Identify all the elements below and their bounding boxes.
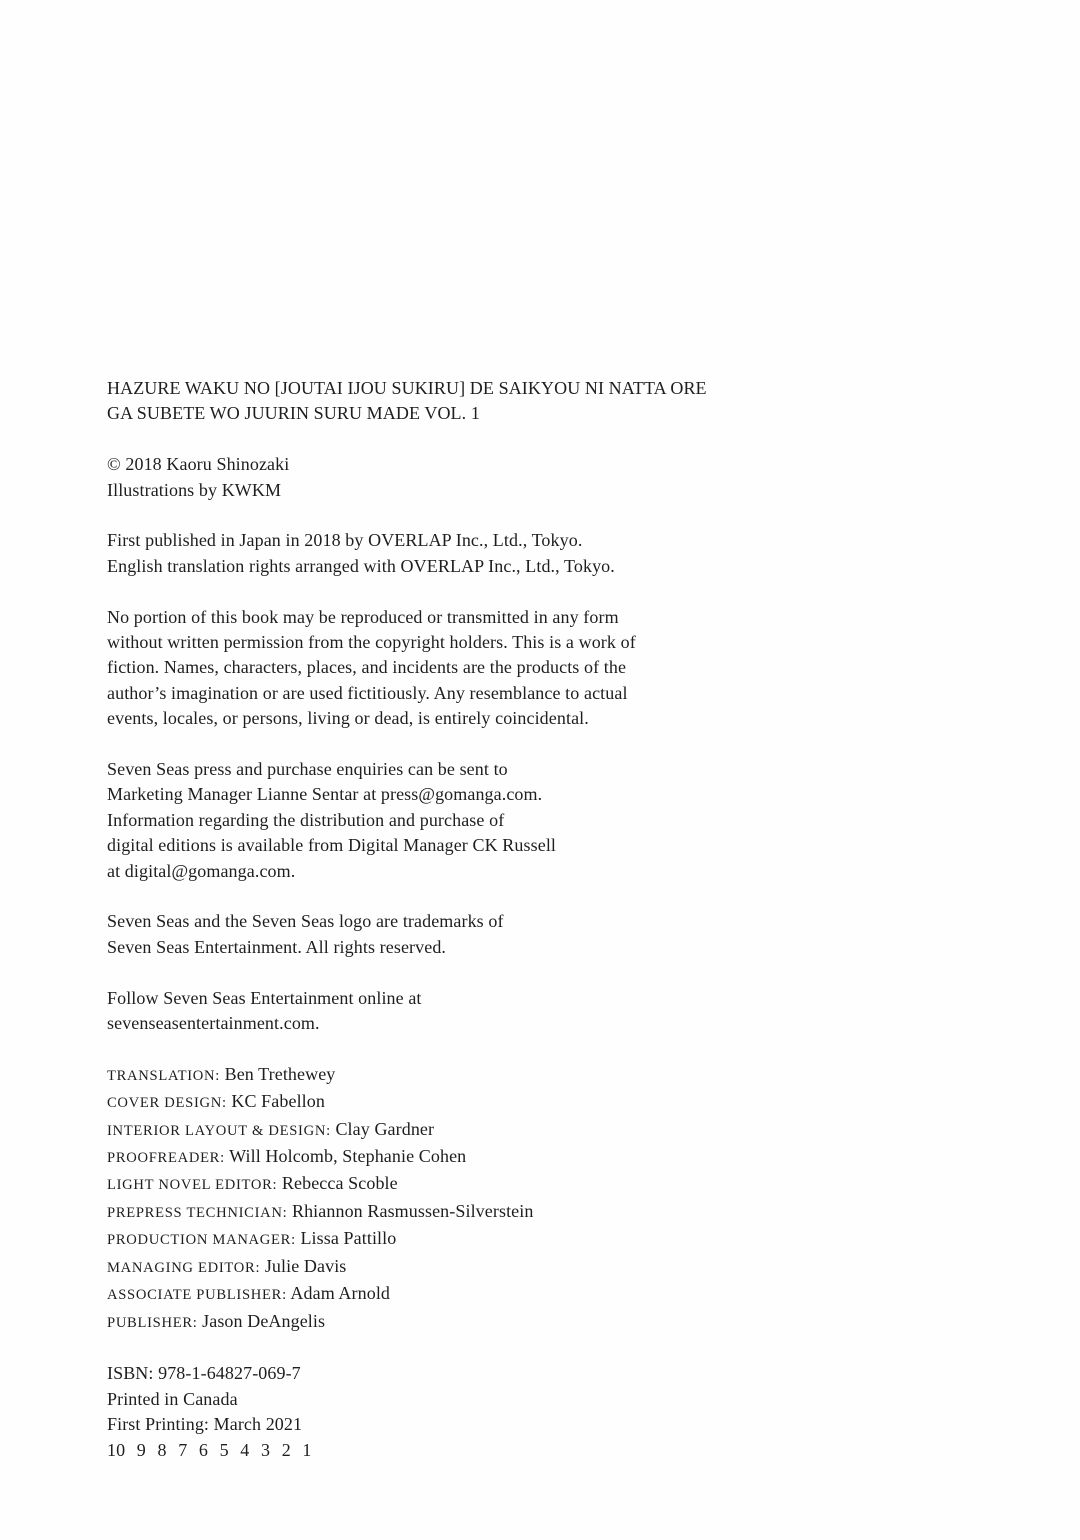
- credit-line: [107, 1117, 1020, 1144]
- credit-person-name: Julie Davis: [260, 1255, 347, 1276]
- credit-line: [107, 1062, 1020, 1089]
- credit-line: [107, 1281, 1020, 1308]
- text-line: fiction. Names, characters, places, and incidents are the products of the: [107, 657, 627, 678]
- credit-line: [107, 1309, 1020, 1336]
- credit-person-name: Lissa Pattillo: [295, 1228, 397, 1249]
- text-line: at digital@gomanga.com.: [107, 860, 296, 881]
- credit-role-label: LIGHT NOVEL EDITOR:: [107, 1177, 278, 1194]
- text-line: First Printing: March 2021: [107, 1414, 303, 1435]
- credit-person-name: KC Fabellon: [226, 1091, 325, 1112]
- credit-role-label: INTERIOR LAYOUT & DESIGN:: [107, 1122, 331, 1139]
- credit-person-name: Clay Gardner: [330, 1118, 435, 1139]
- rights-notice: [107, 605, 1020, 732]
- text-line: 10 9 8 7 6 5 4 3 2 1: [107, 1439, 312, 1460]
- trademark-notice: [107, 909, 1020, 960]
- credit-person-name: Rebecca Scoble: [277, 1173, 398, 1194]
- copyright-notice: [107, 452, 1020, 503]
- credit-role-label: PROOFREADER:: [107, 1150, 225, 1167]
- contact-info: [107, 757, 1020, 884]
- text-line: Information regarding the distribution and purchase of: [107, 809, 505, 830]
- credit-person-name: Adam Arnold: [286, 1283, 391, 1304]
- publication-info: [107, 528, 1020, 579]
- text-line: ISBN: 978-1-64827-069-7: [107, 1363, 301, 1384]
- text-line: English translation rights arranged with OVERLAP Inc., Ltd., Tokyo.: [107, 555, 615, 576]
- text-line: events, locales, or persons, living or dead, is entirely coincidental.: [107, 708, 589, 729]
- text-line: Follow Seven Seas Entertainment online at: [107, 987, 422, 1008]
- text-line: digital editions is available from Digital Manager CK Russell: [107, 835, 557, 856]
- text-line: Seven Seas and the Seven Seas logo are trademarks of: [107, 911, 504, 932]
- text-line: Printed in Canada: [107, 1388, 238, 1409]
- text-line: author’s imagination or are used fictitiously. Any resemblance to actual: [107, 682, 628, 703]
- credit-line: [107, 1144, 1020, 1171]
- credit-role-label: PRODUCTION MANAGER:: [107, 1232, 296, 1249]
- book-title: [107, 376, 1020, 427]
- credit-role-label: ASSOCIATE PUBLISHER:: [107, 1287, 287, 1304]
- text-line: without written permission from the copyright holders. This is a work of: [107, 632, 636, 653]
- credit-role-label: PUBLISHER:: [107, 1314, 198, 1331]
- credit-line: [107, 1254, 1020, 1281]
- credit-person-name: Jason DeAngelis: [197, 1310, 326, 1331]
- credit-role-label: MANAGING EDITOR:: [107, 1259, 261, 1276]
- credit-person-name: Will Holcomb, Stephanie Cohen: [224, 1146, 467, 1167]
- text-line: No portion of this book may be reproduced or transmitted in any form: [107, 606, 619, 627]
- text-line: Marketing Manager Lianne Sentar at press@gomanga.com.: [107, 784, 543, 805]
- credit-role-label: COVER DESIGN:: [107, 1095, 227, 1112]
- credit-role-label: TRANSLATION:: [107, 1067, 220, 1084]
- text-line: © 2018 Kaoru Shinozaki: [107, 454, 290, 475]
- credit-line: [107, 1089, 1020, 1116]
- print-info: [107, 1361, 1020, 1463]
- text-line: GA SUBETE WO JUURIN SURU MADE VOL. 1: [107, 403, 480, 424]
- text-line: Seven Seas press and purchase enquiries can be sent to: [107, 759, 508, 780]
- text-line: Illustrations by KWKM: [107, 479, 282, 500]
- credit-person-name: Ben Trethewey: [220, 1063, 336, 1084]
- text-line: sevenseasentertainment.com.: [107, 1013, 320, 1034]
- follow-info: [107, 986, 1020, 1037]
- credit-role-label: PREPRESS TECHNICIAN:: [107, 1204, 288, 1221]
- text-line: Seven Seas Entertainment. All rights reserved.: [107, 936, 447, 957]
- credit-line: [107, 1226, 1020, 1253]
- credit-line: [107, 1199, 1020, 1226]
- credit-person-name: Rhiannon Rasmussen-Silverstein: [287, 1200, 534, 1221]
- credits-list: [107, 1062, 1020, 1336]
- text-line: First published in Japan in 2018 by OVERLAP Inc., Ltd., Tokyo.: [107, 530, 583, 551]
- text-line: HAZURE WAKU NO [JOUTAI IJOU SUKIRU] DE SAIKYOU NI NATTA ORE: [107, 378, 707, 398]
- credit-line: [107, 1171, 1020, 1198]
